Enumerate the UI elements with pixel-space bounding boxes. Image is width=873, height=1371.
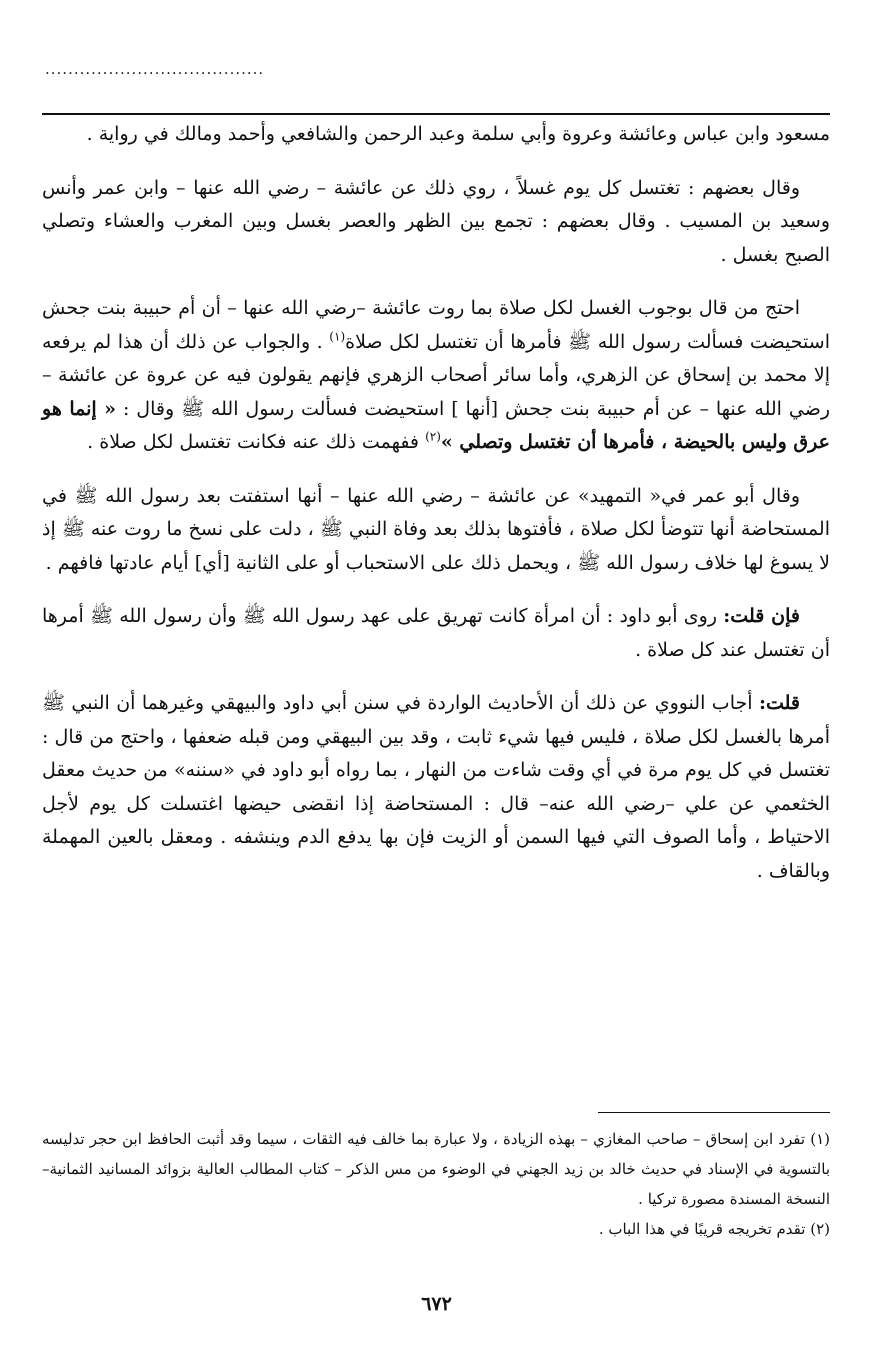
footnote-ref-1: (١) — [329, 329, 346, 344]
paragraph-4: وقال أبو عمر في« التمهيد» عن عائشة – رضي الله عنها – أنها استفتت بعد رسول الله ﷺ في المستحاضة أنها تتوضأ لكل صلاة ، فأفتوها بذلك بعد وفاة النبي ﷺ ، دلت على نسخ ما روت عنه ﷺ إذ لا يسوغ لها خلاف رسول الله ﷺ ، ويحمل ذلك على الاستحباب أو على الثانية [أي] أيام عادتها فافهم . — [42, 484, 830, 574]
objection-lead: فإن قلت: — [723, 605, 800, 627]
page-number: ٦٧٢ — [421, 1293, 452, 1315]
footnote-2: (٢) تقدم تخريجه قريبًا في هذا الباب . — [598, 1220, 830, 1238]
footnote-ref-2: (٢) — [425, 429, 441, 444]
paragraph-1: مسعود وابن عباس وعائشة وعروة وأبي سلمة وعبد الرحمن والشافعي وأحمد ومالك في رواية . — [86, 123, 830, 145]
paragraph-3-part-b: . والجواب عن ذلك أن هذا لم يرفعه إلا محمد بن إسحاق عن الزهري، وأما سائر أصحاب الزهري فإنهم يقولون فيه عن عروة عن عائشة –رضي الله عنها – عن أم حبيبة بنت جحش [أنها ] استحيضت فسألت رسول الله ﷺ وقال : — [42, 330, 831, 420]
footnote-separator — [598, 1112, 830, 1113]
hadith-quote: « إنما هو عرق وليس بالحيضة ، فأمرها أن تغتسل وتصلي » — [42, 397, 830, 453]
paragraph-5-text: روى أبو داود : أن امرأة كانت تهريق على عهد رسول الله ﷺ وأن رسول الله ﷺ أمرها أن تغتسل عند كل صلاة . — [42, 605, 830, 661]
paragraph-3 — [42, 292, 830, 460]
header-rule — [42, 113, 830, 115]
paragraph-6 — [42, 687, 830, 888]
paragraph-3-part-c: ففهمت ذلك عنه فكانت تغتسل لكل صلاة . — [87, 431, 426, 453]
footnotes — [42, 1124, 830, 1244]
paragraph-5 — [42, 600, 830, 667]
paragraph-3-part-a: احتج من قال بوجوب الغسل لكل صلاة بما روت عائشة –رضي الله عنها – أن أم حبيبة بنت جحش استحيضت فسألت رسول الله ﷺ فأمرها أن تغتسل لكل صلاة — [42, 297, 830, 353]
reply-lead: قلت: — [758, 692, 800, 714]
paragraph-6-text: أجاب النووي عن ذلك أن الأحاديث الواردة في سنن أبي داود والبيهقي وغيرهما أن النبي ﷺ أمرها بالغسل لكل صلاة ، فليس فيها شيء ثابت ، وقد بين البيهقي ومن قبله ضعفها ، واحتج من قال : تغتسل في كل يوم مرة في أي وقت شاءت من النهار ، بما رواه أبو داود في «سننه» من حديث معقل الخثعمي عن علي –رضي الله عنه– قال : المستحاضة إذا انقضى حيضها اغتسلت كل يوم لأجل الاحتياط ، وأما الصوف التي فيها السمن أو الزيت فإن بها يدفع الدم وينشفه . ومعقل بالعين المهملة وبالقاف . — [42, 692, 830, 882]
header-dotted-line: ...................................... — [45, 60, 265, 78]
footnote-1: (١) تفرد ابن إسحاق – صاحب المغازي – بهذه الزيادة ، ولا عبارة بما خالف فيه الثقات ، سيما وقد أثبت الحافظ ابن حجر تدليسه بالتسوية في الإسناد في حديث خالد بن زيد الجهني في الوضوء من مس الذكر – كتاب المطالب العالية بزوائد المسانيد الثمانية– النسخة المسندة مصورة تركيا . — [42, 1130, 830, 1208]
main-text — [42, 118, 830, 888]
paragraph-2: وقال بعضهم : تغتسل كل يوم غسلاً ، روي ذلك عن عائشة – رضي الله عنها – وابن عمر وأنس وسعيد بن المسيب . وقال بعضهم : تجمع بين الظهر والعصر بغسل وبين المغرب والعشاء وتصلي الصبح بغسل . — [42, 176, 830, 266]
